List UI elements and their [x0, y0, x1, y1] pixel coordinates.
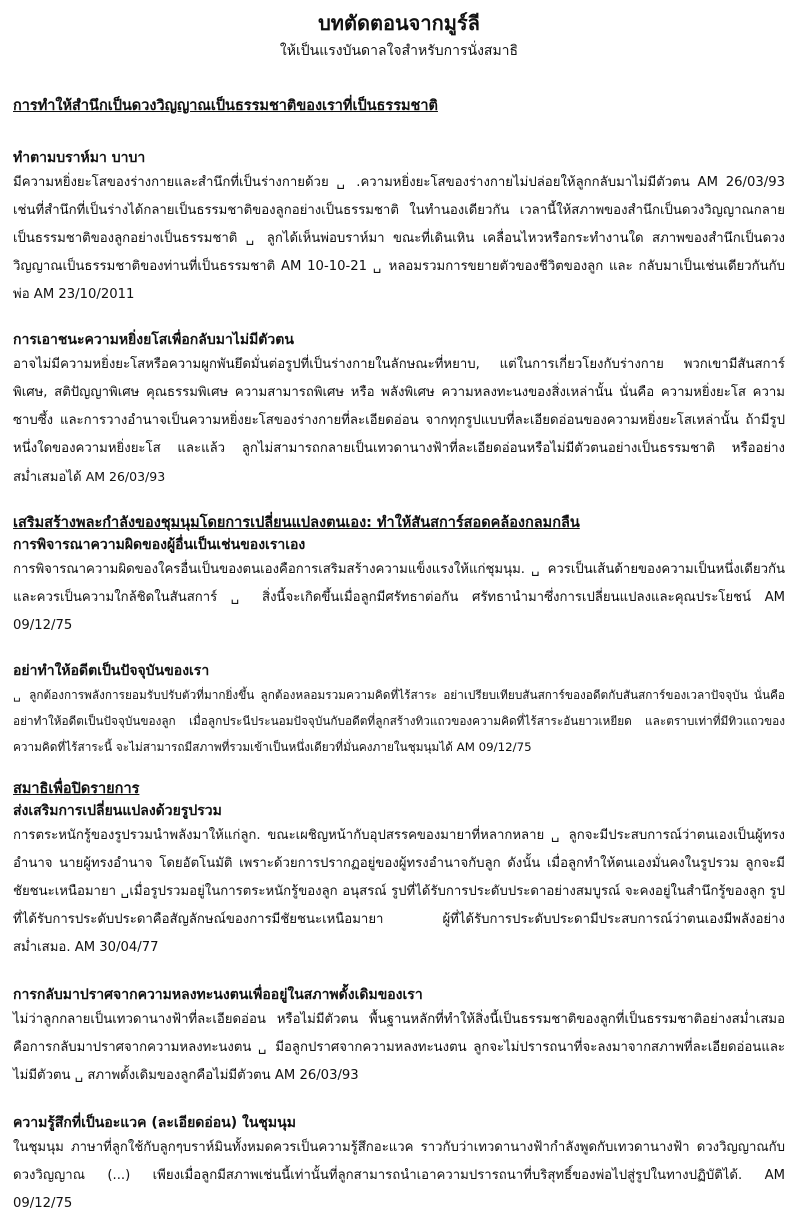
reference-am-26-03-93: AM 26/03/93: [85, 469, 166, 484]
paragraph-overcome-ego-text: อาจไม่มีความหยิ่งยะโสหรือความผูกพันยึดมั่นต่อรูปที่เป็นร่างกายในลักษณะที่หยาบ, แต่ในการเกี่ยวโยงกับร่างกาย พวกเขามีสันสการ์พิเศษ, สติปัญญาพิเศษ คุณธรรมพิเศษ ความสามารถพิเศษ หรือ พลังพิเศษ ความหลงทะนงของสิ่งเหล่านั้น นั่นคือ ความหยิ่งยะโส ความซาบซึ้ง และการวางอำนาจเป็นความหยิ่งยะโสของร่างกายที่ละเอียดอ่อน จากทุกรูปแบบที่ละเอียดอ่อนของความหยิ่งยะโสเหล่านั้น ถ้ามีรูปหนึ่งใดของความหยิ่งยะโส และแล้ว ลูกไม่สามารถกลายเป็นเทวดานางฟ้าที่ละเอียดอ่อนหรือไม่มีตัวตนอย่างเป็นธรรมชาติ หรืออย่างสม่ำเสมอได้: [13, 357, 785, 485]
heading-overcome-ego: การเอาชนะความหยิ่งยโสเพื่อกลับมาไม่มีตัวตน: [13, 332, 294, 348]
heading-combined-form: ส่งเสริมการเปลี่ยนแปลงด้วยรูปรวม: [13, 803, 222, 819]
section-heading-closing-meditation: สมาธิเพื่อปิดรายการ: [13, 781, 140, 797]
paragraph-combined-form: การตระหนักรู้ของรูปรวมนำพลังมาให้แก่ลูก. ขณะเผชิญหน้ากับอุปสรรคของมายาที่หลากหลาย ␣ ลูกจะมีประสบการณ์ว่าตนเองเป็นผู้ทรงอำนาจ นายผู้ทรงอำนาจ โดยอัตโนมัติ เพราะด้วยการปรากฏอยู่ของผู้ทรงอำนาจกับลูก ดังนั้น เมื่อลูกทำให้ตนเองมั่นคงในรูปรวม ลูกจะมีชัยชนะเหนือมายา ␣เมื่อรูปรวมอยู่ในการตระหนักรู้ของลูก อนุสรณ์ รูปที่ได้รับการประดับประดาอย่างสมบูรณ์ จะคงอยู่ในสำนึกรู้ของลูก รูปที่ได้รับการประดับประดาคือสัญลักษณ์ของการมีชัยชนะเหนือมายา ผู้ที่ได้รับการประดับประดามีประสบการณ์ว่าตนเองมีพลังอย่างสม่ำเสมอ. AM 30/04/77: [13, 828, 785, 955]
paragraph-follow-brahma-baba: มีความหยิ่งยะโสของร่างกายและสำนึกที่เป็นร่างกายด้วย ␣ .ความหยิ่งยะโสของร่างกายไม่ปล่อยให้ลูกกลับมาไม่มีตัวตน AM 26/03/93 เช่นที่สำนึกที่เป็นร่างได้กลายเป็นธรรมชาติของลูกอย่างเป็นธรรมชาติ ในทำนองเดียวกัน เวลานี้ให้สภาพของสำนึกเป็นดวงวิญญาณกลายเป็นธรรมชาติของลูกอย่างเป็นธรรมชาติ ␣ ลูกได้เห็นพ่อบราห์มา ขณะที่เดินเหิน เคลื่อนไหวหรือกระทำงานใด สภาพของสำนึกเป็นดวงวิญญาณเป็นธรรมชาติของท่านที่เป็นธรรมชาติ AM 10-10-21 ␣ หลอมรวมการขยายตัวของชีวิตของลูก และ กลับมาเป็นเช่นเดียวกันกับพ่อ AM 23/10/2011: [13, 175, 785, 302]
section-heading-gathering-strength: เสริมสร้างพละกำลังของชุมนุมโดยการเปลี่ยนแปลงตนเอง: ทำให้สันสการ์สอดคล้องกลมกลืน: [13, 515, 580, 531]
section-heading-soul-consciousness: การทำให้สำนึกเป็นดวงวิญญาณเป็นธรรมชาติของเราที่เป็นธรรมชาติ: [13, 98, 438, 114]
paragraph-others-mistakes: การพิจารณาความผิดของใครอื่นเป็นของตนเองคือการเสริมสร้างความแข็งแรงให้แก่ชุมนุม. ␣ ควรเป็นเส้นด้ายของความเป็นหนึ่งเดียวกันและควรเป็นความใกล้ชิดในสันสการ์ ␣ สิ่งนี้จะเกิดขึ้นเมื่อลูกมีศรัทธาต่อกัน ศรัทธานำมาซึ่งการเปลี่ยนแปลงและคุณประโยชน์ AM 09/12/75: [13, 562, 785, 633]
paragraph-free-from-ego: ไม่ว่าลูกกลายเป็นเทวดานางฟ้าที่ละเอียดอ่อน หรือไม่มีตัวตน พื้นฐานหลักที่ทำให้สิ่งนี้เป็นธรรมชาติของลูกที่เป็นธรรมชาติอย่างสม่ำเสมอคือการกลับมาปราศจากความหลงทะนงตน ␣ มีอลูกปราศจากความหลงทะนงตน ลูกจะไม่ปรารถนาที่จะลงมาจากสภาพที่ละเอียดอ่อนและไม่มีตัวตน ␣ สภาพดั้งเดิมของลูกคือไม่มีตัวตน AM 26/03/93: [13, 1012, 785, 1083]
document-page: [13, 8, 785, 1218]
paragraph-avyakt-feeling: ในชุมนุม ภาษาที่ลูกใช้กับลูกๆบราห์มินทั้งหมดควรเป็นความรู้สึกอะแวค ราวกับว่าเทวดานางฟ้ากำลังพูดกับเทวดานางฟ้า ดวงวิญญาณกับดวงวิญญาณ (...) เพียงเมื่อลูกมีสภาพเช่นนี้เท่านั้นที่ลูกสามารถนำเอาความปรารถนาที่บริสุทธิ์ของพ่อไปสู่รูปในทางปฏิบัติได้. AM 09/12/75: [13, 1140, 785, 1211]
heading-avyakt-feeling: ความรู้สึกที่เป็นอะแวค (ละเอียดอ่อน) ในชุมนุม: [13, 1115, 296, 1131]
heading-others-mistakes: การพิจารณาความผิดของผู้อื่นเป็นเช่นของเราเอง: [13, 537, 306, 553]
paragraph-past-not-present: ␣ ลูกต้องการพลังการยอมรับปรับตัวที่มากยิ่งขึ้น ลูกต้องหลอมรวมความคิดที่ไร้สาระ อย่าเปรียบเทียบสันสการ์ของอดีตกับสันสการ์ของเวลาปัจจุบัน นั่นคือ อย่าทำให้อดีตเป็นปัจจุบันของลูก เมื่อลูกประนีประนอมปัจจุบันกับอดีตที่ลูกสร้างทิวแถวของความคิดที่ไร้สาระอันยาวเหยียด และตราบเท่าที่มีทิวแถวของความคิดที่ไร้สาระนี้ จะไม่สามารถมีสภาพที่รวมเข้าเป็นหนึ่งเดียวที่มั่นคงภายในชุมนุมได้ AM 09/12/75: [13, 688, 785, 754]
heading-past-not-present: อย่าทำให้อดีตเป็นปัจจุบันของเรา: [13, 663, 210, 679]
heading-free-from-ego: การกลับมาปราศจากความหลงทะนงตนเพื่ออยู่ในสภาพดั้งเดิมของเรา: [13, 987, 423, 1003]
paragraph-overcome-ego: [13, 351, 785, 492]
page-title: บทตัดตอนจากมูร์ลี: [318, 11, 480, 35]
page-subtitle: ให้เป็นแรงบันดาลใจสำหรับการนั่งสมาธิ: [279, 43, 519, 59]
heading-follow-brahma-baba: ทำตามบราห์มา บาบา: [13, 150, 146, 166]
